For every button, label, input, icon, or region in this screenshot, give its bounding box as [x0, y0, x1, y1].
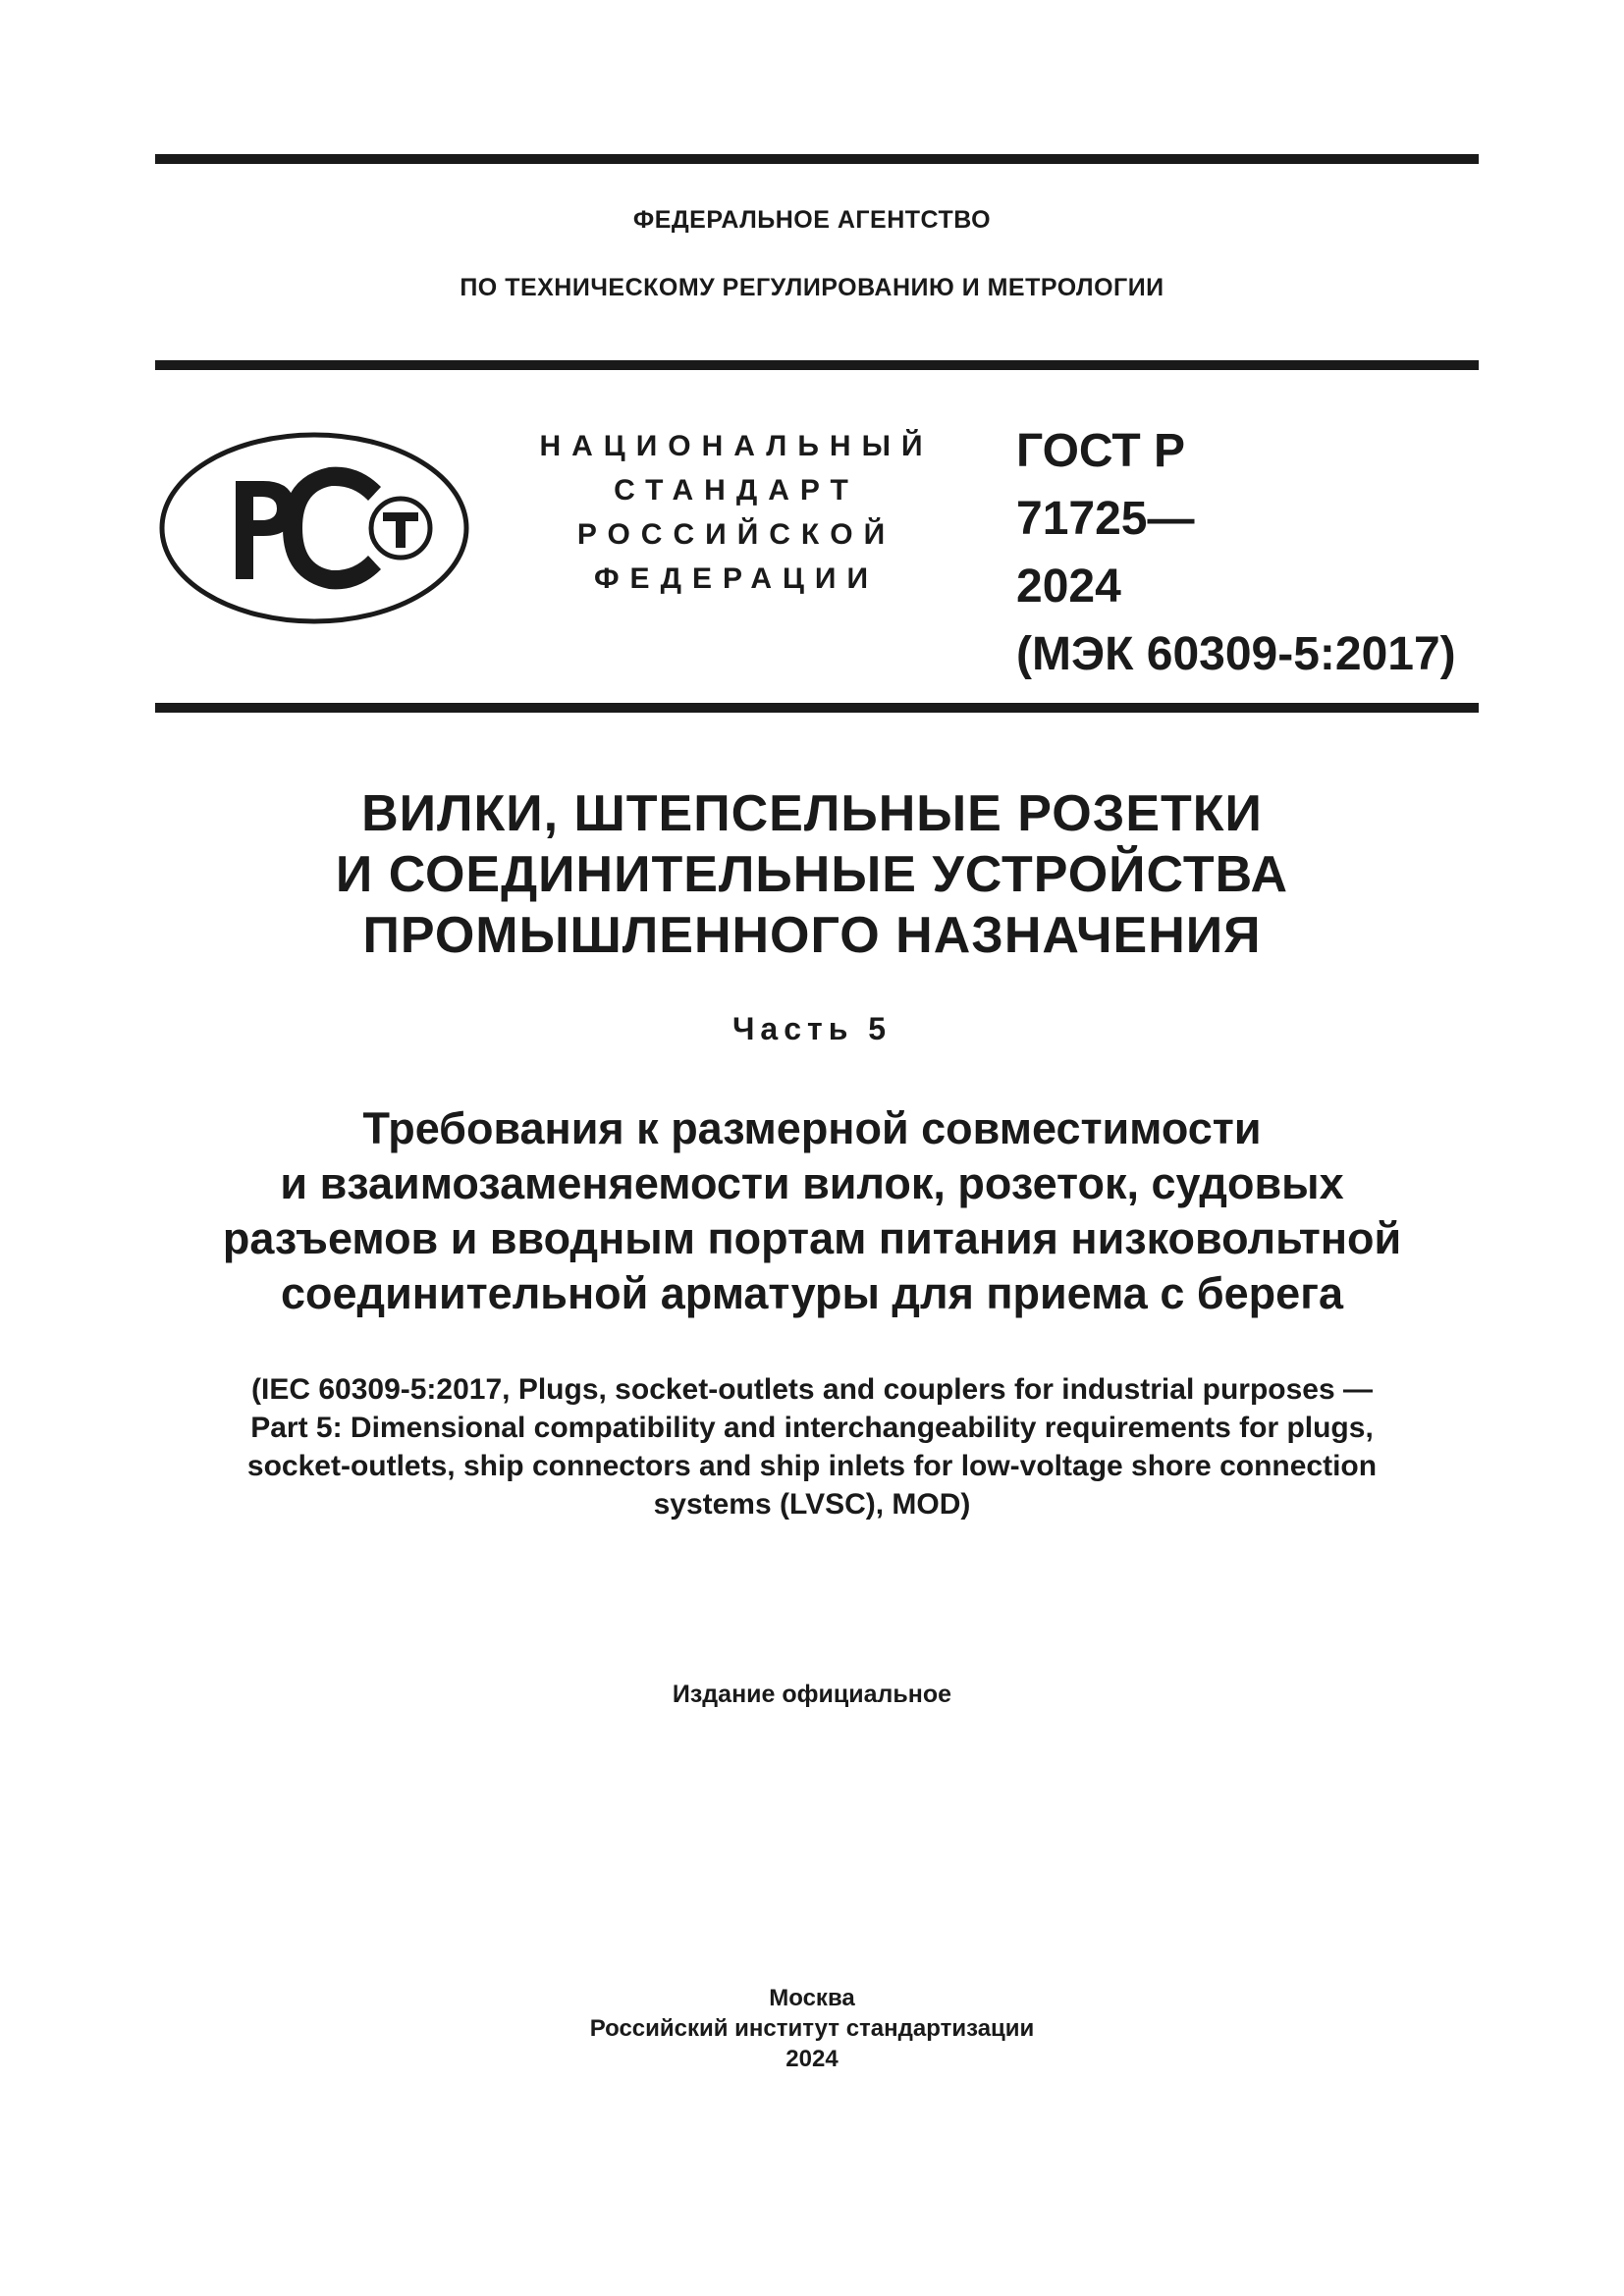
designation-line-2: 71725— — [1016, 493, 1195, 545]
designation-line-4: (МЭК 60309-5:2017) — [1016, 628, 1456, 680]
national-standard-line-4: ФЕДЕРАЦИИ — [593, 562, 880, 595]
national-standard-label — [511, 424, 962, 601]
rst-logo — [157, 430, 471, 626]
rst-logo-icon — [157, 430, 471, 626]
imprint-city: Москва — [769, 1985, 855, 2011]
national-standard-line-2: СТАНДАРТ — [614, 474, 859, 507]
top-rule — [155, 154, 1479, 164]
document-subtitle — [0, 1101, 1624, 1321]
iec-reference-line-3: socket-outlets, ship connectors and ship inlets for low-voltage shore connection — [246, 1450, 1378, 1482]
iec-reference — [0, 1370, 1624, 1523]
designation-line-3: 2024 — [1016, 561, 1121, 613]
title-line-2: И СОЕДИНИТЕЛЬНЫЕ УСТРОЙСТВА — [335, 846, 1289, 903]
iec-reference-line-4: systems (LVSC), MOD) — [653, 1488, 971, 1521]
title-line-1: ВИЛКИ, ШТЕПСЕЛЬНЫЕ РОЗЕТКИ — [361, 785, 1263, 842]
agency-name-line-2: ПО ТЕХНИЧЕСКОМУ РЕГУЛИРОВАНИЮ И МЕТРОЛОГИИ — [460, 274, 1164, 301]
title-line-3: ПРОМЫШЛЕННОГО НАЗНАЧЕНИЯ — [362, 907, 1262, 964]
national-standard-line-3: РОССИЙСКОЙ — [576, 518, 896, 551]
imprint-publisher: Российский институт стандартизации — [589, 2015, 1035, 2042]
designation-line-1: ГОСТ Р — [1016, 425, 1186, 477]
imprint-year: 2024 — [785, 2046, 839, 2072]
subtitle-line-2: и взаимозаменяемости вилок, розеток, судовых — [280, 1158, 1344, 1208]
subtitle-line-1: Требования к размерной совместимости — [362, 1103, 1262, 1153]
subtitle-line-3: разъемов и вводным портам питания низковольтной — [222, 1213, 1402, 1263]
subtitle-line-4: соединительной арматуры для приема с берега — [281, 1268, 1343, 1318]
designation-rule — [155, 703, 1479, 713]
national-standard-line-1: НАЦИОНАЛЬНЫЙ — [539, 430, 934, 462]
iec-reference-line-2: Part 5: Dimensional compatibility and interchangeability requirements for plugs, — [250, 1412, 1374, 1444]
standard-designation — [1016, 417, 1456, 688]
agency-name-line-1: ФЕДЕРАЛЬНОЕ АГЕНТСТВО — [632, 206, 992, 234]
header-rule — [155, 360, 1479, 370]
official-edition-label: Издание официальное — [672, 1681, 952, 1708]
imprint — [0, 1983, 1624, 2074]
document-title — [0, 783, 1624, 966]
part-number: Часть 5 — [731, 1011, 893, 1046]
iec-reference-line-1: (IEC 60309-5:2017, Plugs, socket-outlets and couplers for industrial purposes — — [251, 1373, 1373, 1406]
